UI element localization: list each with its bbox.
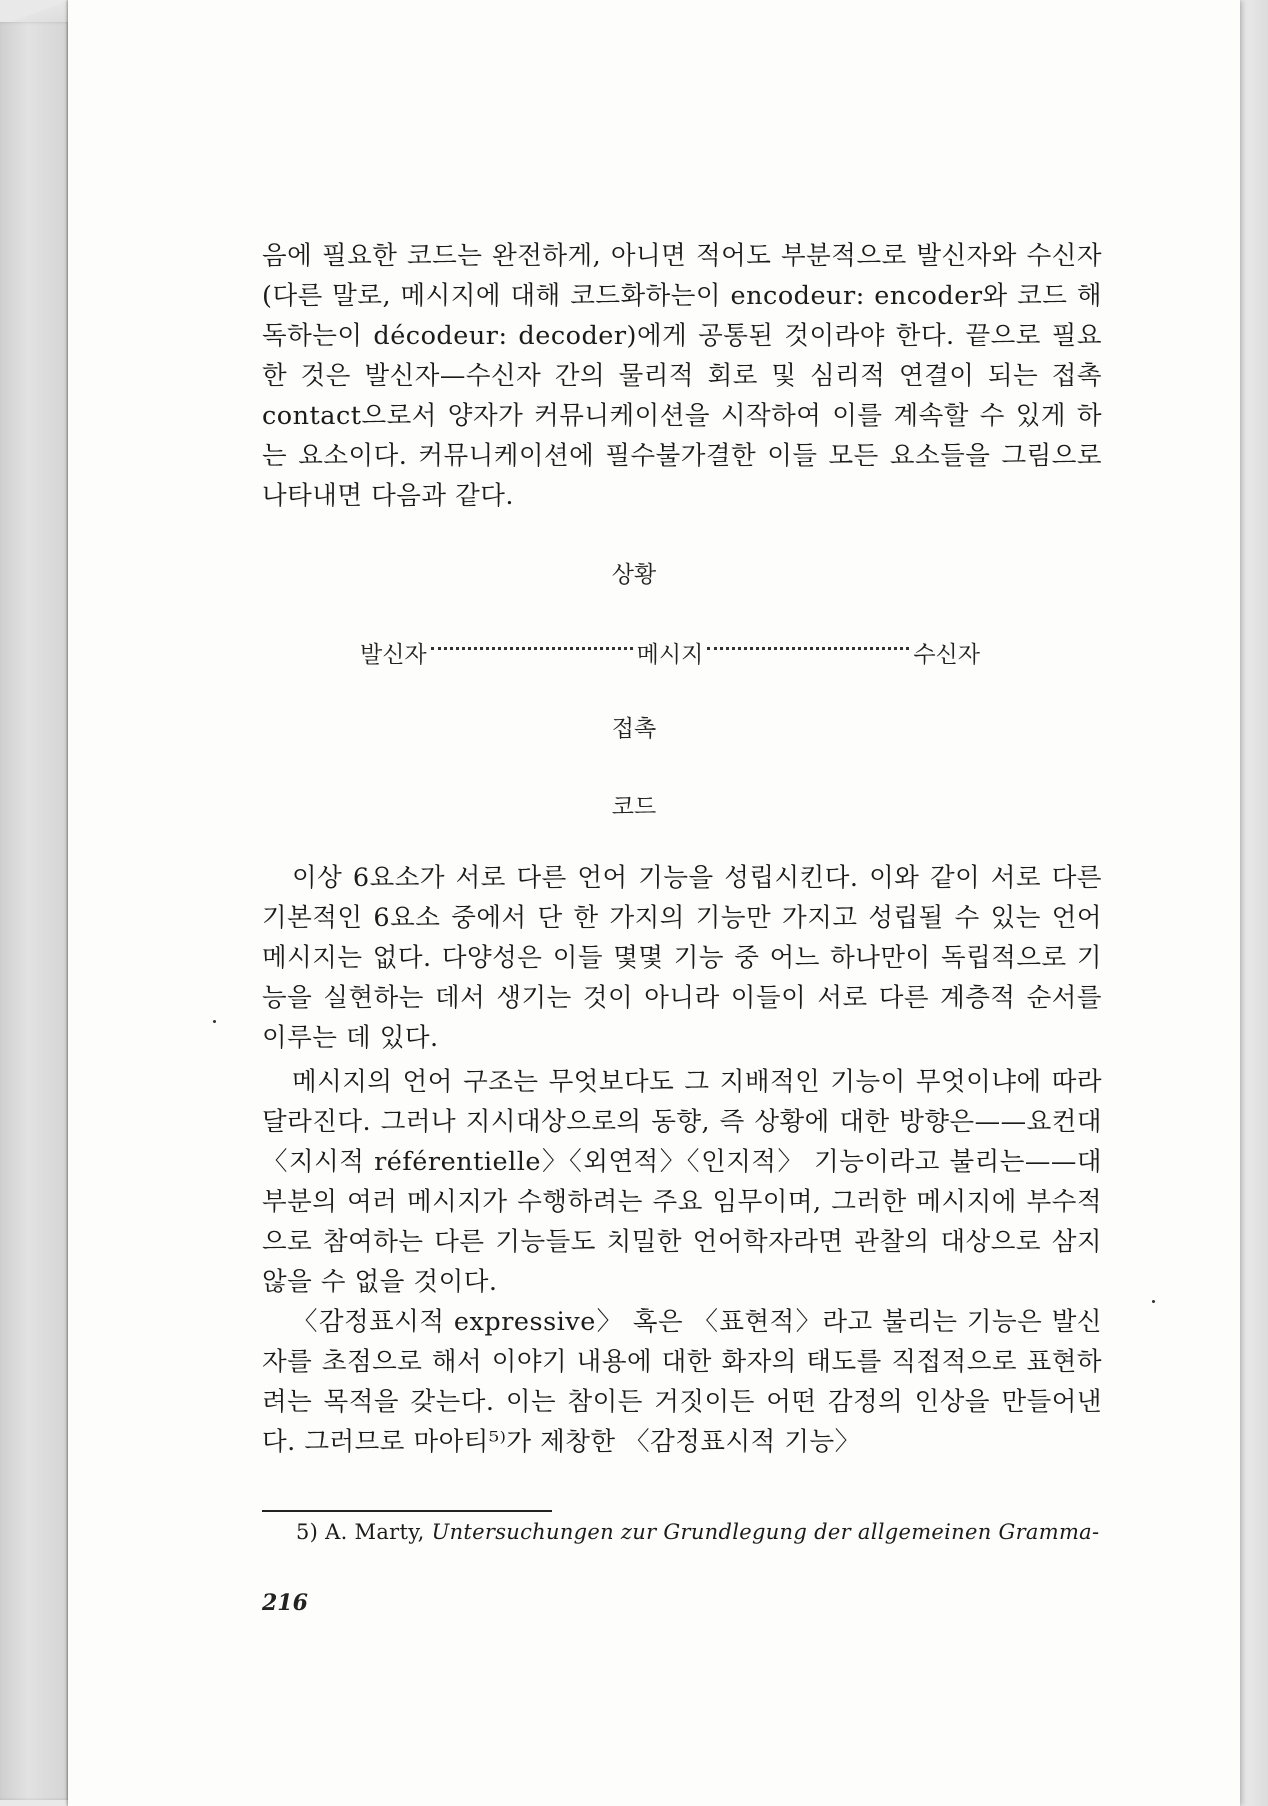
footnote-divider <box>262 1510 552 1512</box>
paragraph-3: 메시지의 언어 구조는 무엇보다도 그 지배적인 기능이 무엇이냐에 따라 달라진다. 그러나 지시대상으로의 동향, 즉 상황에 대한 방향은——요컨대 〈지시적 référentielle〉〈외연적〉〈인지적〉 기능이라고 불리는——대부분의 여러 메시지가 수행하려는 주요 임무이며, 그러한 메시지에 부수적으로 참여하는 다른 기능들도 치밀한 언어학자라면 관찰의 대상으로 삼지 않을 수 없을 것이다. <box>262 1067 1102 1297</box>
diagram-context: 상황 <box>611 562 657 588</box>
print-speck <box>1152 1300 1155 1303</box>
diagram-sender: 발신자 <box>360 642 427 668</box>
paragraph-4: 〈감정표시적 expressive〉 혹은 〈표현적〉라고 불리는 기능은 발신자를 초점으로 해서 이야기 내용에 대한 화자의 태도를 직접적으로 표현하려는 목적을 갖는다. 이는 참이든 거짓이든 어떤 감정의 인상을 만들어낸다. 그러므로 마아티⁵⁾가 제창한 〈감정표시적 기능〉 <box>262 1307 1102 1457</box>
footnote-title: Untersuchungen zur Grundlegung der allgemeinen Gramma- <box>431 1520 1100 1544</box>
diagram-contact: 접촉 <box>611 716 657 742</box>
paragraph-2: 이상 6요소가 서로 다른 언어 기능을 성립시킨다. 이와 같이 서로 다른 기본적인 6요소 중에서 단 한 가지의 기능만 가지고 성립될 수 있는 언어 메시지는 없다. 다양성은 이들 몇몇 기능 중 어느 하나만이 독립적으로 기능을 실현하는 데서 생기는 것이 아니라 이들이 서로 다른 계층적 순서를 이루는 데 있다. <box>262 863 1102 1053</box>
paragraph-1: 음에 필요한 코드는 완전하게, 아니면 적어도 부분적으로 발신자와 수신자(다른 말로, 메시지에 대해 코드화하는이 encodeur: encoder와 코드 해독하는이 décodeur: decoder)에게 공통된 것이라야 한다. 끝으로 필요한 것은 발신자—수신자 간의 물리적 회로 및 심리적 연결이 되는 접촉 contact으로서 양자가 커뮤니케이션을 시작하여 이를 계속할 수 있게 하는 요소이다. 커뮤니케이션에 필수불가결한 이들 모든 요소들을 그림으로 나타내면 다음과 같다. <box>262 241 1102 511</box>
dotted-line-left <box>431 647 633 650</box>
page-right-shadow <box>1240 0 1268 1806</box>
dotted-line-right <box>707 647 909 650</box>
footnote-author: A. Marty, <box>325 1520 425 1544</box>
diagram-receiver: 수신자 <box>913 642 980 668</box>
book-spine <box>0 22 70 1800</box>
print-speck <box>213 1020 216 1023</box>
page-number: 216 <box>262 1590 308 1616</box>
footnote-marker: 5) <box>296 1520 319 1544</box>
diagram-sender-message-receiver <box>360 636 980 669</box>
diagram-message: 메시지 <box>636 642 704 668</box>
footnote-5 <box>296 1520 1116 1544</box>
diagram-code: 코드 <box>611 794 657 820</box>
